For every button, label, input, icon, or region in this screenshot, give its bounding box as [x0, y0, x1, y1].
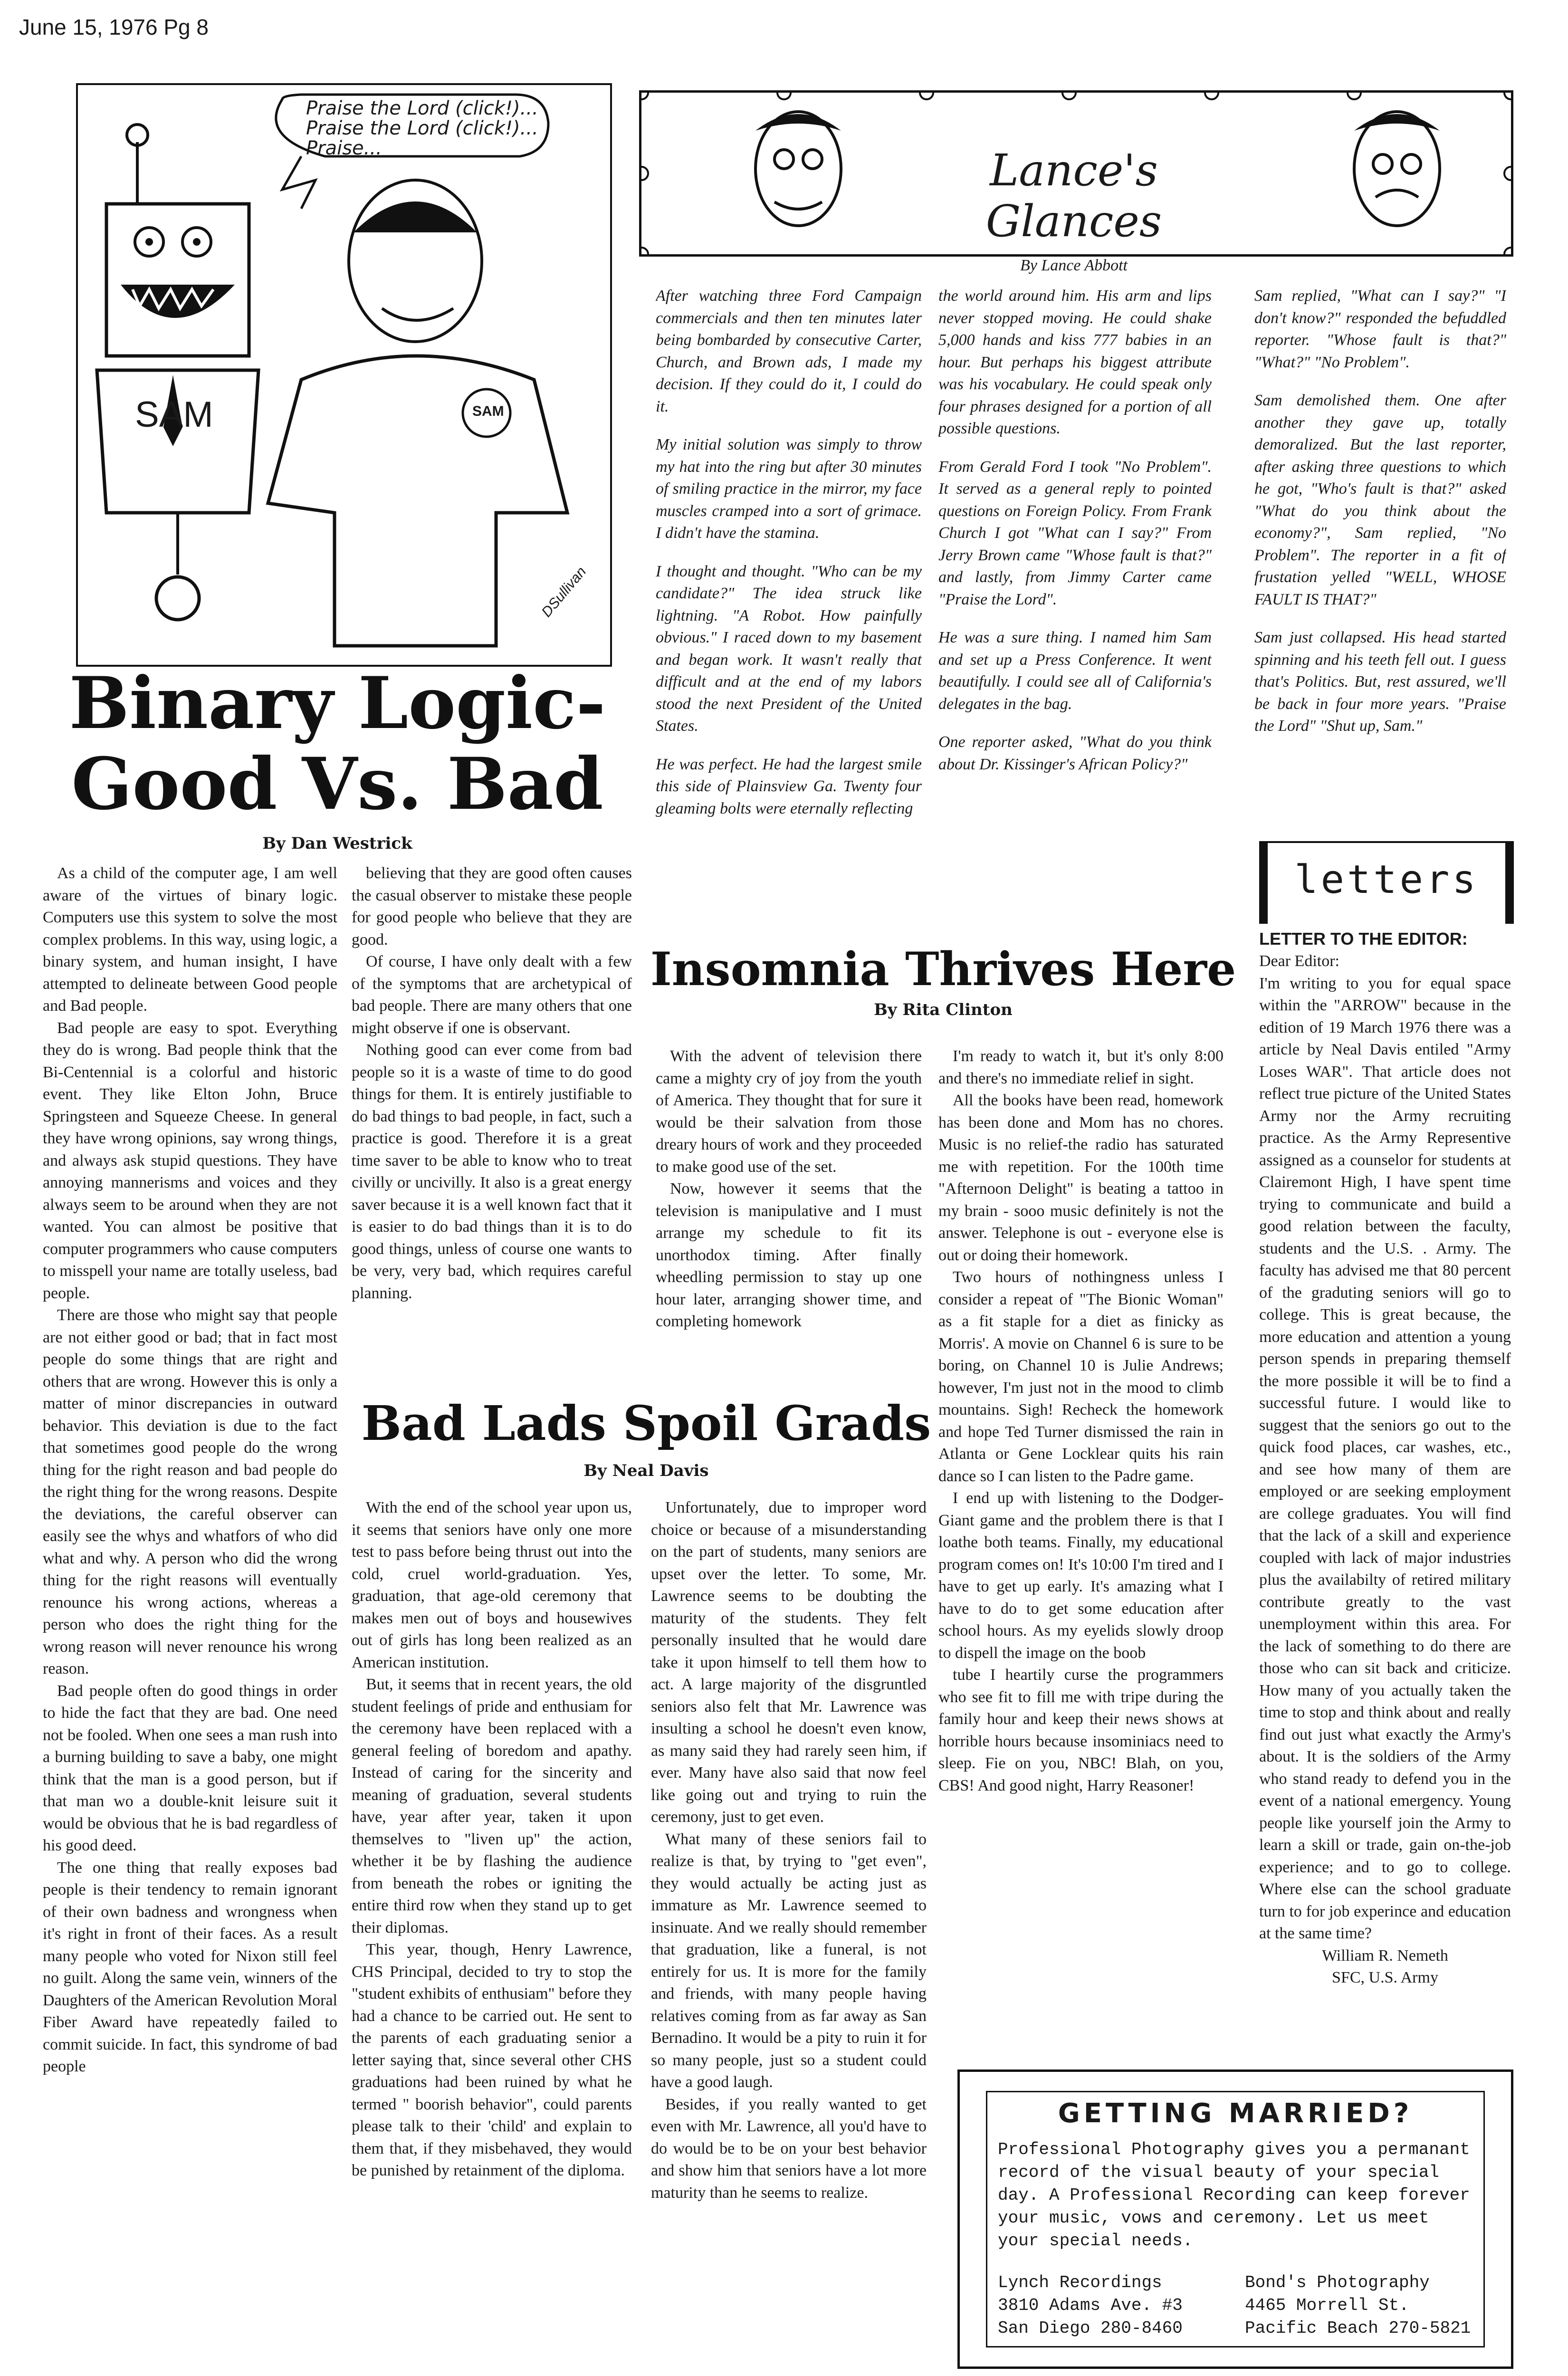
- insomnia-column-1: [656, 1045, 922, 1359]
- robot-label: SAM: [135, 394, 213, 435]
- lance-column-1: [656, 285, 922, 927]
- grads-column-2: [651, 1497, 927, 2376]
- ad-title: GETTING MARRIED?: [1058, 2098, 1413, 2129]
- paragraph: Sam replied, "What can I say?" "I don't know?" responded the befuddled reporter. "Whose fault is that?" "What?" "No Problem".: [1254, 287, 1506, 371]
- cartoon-speech: [306, 98, 538, 158]
- letter-body: I'm writing to you for equal space within the "ARROW" because in the edition of 19 March 1976 there was a article by Neal Davis entiled "Army Loses WAR". That article does not reflect true picture of the United States Army nor the Army recruiting practice. As the Army Representive assigned as a counselor for students at Clairemont High, I have spent time trying to communicate and build a good relation between the faculty, students and the U.S. . Army. The faculty has advised me that 80 percent of the graduting seniors will go to college. This is great because, the more education and attention a young person spends in preparing themself the more possible it will be to find a successful future. I would like to suggest that the seniors go out to the quick food places, car washes, etc., and see how many of them are employed or are seeking employment are college graduates. You will find that the lack of a skill and experience coupled with lack of major industries plus the availabilty of retired military contribute greatly to the vast unemployment within this area. For the lack of something to do there are those who can sit back and criticize. How many of you actually taken the time to stop and think about and really find out just what exactly the Army's about. It is the soldiers of the Army who stand ready to defend you in the event of a national emergency. Young people like yourself join the Army to learn a skill or trade, gain on-the-job experience; and to go to college. Where else can the school graduate turn to for job experince and education at the same time?: [1259, 974, 1511, 1942]
- getting-married-ad: [957, 2069, 1513, 2369]
- letter-rank: SFC, U.S. Army: [1332, 1969, 1438, 1986]
- speech-line: Praise...: [306, 137, 382, 159]
- caricature-left: [755, 112, 841, 226]
- paragraph: believing that they are good often causes the casual observer to mistake these people for good people who believe that they are good.: [352, 864, 632, 948]
- paragraph: I'm ready to watch it, but it's only 8:00 and there's no immediate relief in sight.: [938, 1047, 1224, 1087]
- paragraph: Unfortunately, due to improper word choice or because of a misunderstanding on the part of students, many seniors are upset over the letter. To some, Mr. Lawrence seems to be doubting the maturity of the students. They felt personally insulted that he would dare take it upon himself to tell them how to act. A large majority of the disgruntled seniors also felt that Mr. Lawrence was insulting a school he doesn't even know, as many said they had rarely seen him, if ever. Many have also said that now feel like going out and trying to ruin the ceremony, just to get even.: [651, 1499, 927, 1826]
- paragraph: tube I heartily curse the programmers who see fit to fill me with tripe during the family hour and keep their news shows at horrible hours because insominiacs need to sleep. Fie on you, NBC! Blah, on you, CBS! And good night, Harry Reasoner!: [938, 1666, 1224, 1794]
- paragraph: Bad people are easy to spot. Everything they do is wrong. Bad people think that the Bi-Centennial is a colorful and historic event. They like Elton John, Bruce Springsteen and Squeeze Cheese. In general they have wrong opinions, say wrong things, and always ask stupid questions. They have annoying mannerisms and voices and they always seem to be around when they are not wanted. You can almost be positive that computer programmers who cause computers to misspell your name are totally useless, bad people.: [43, 1019, 337, 1302]
- section-title-letters: letters: [1294, 857, 1479, 902]
- speech-line: Praise the Lord (click!)...: [306, 97, 538, 119]
- paragraph: Sam demolished them. One after another they gave up, totally demoralized. But the last reporter, after asking three questions to which he got, "Who's fault is that?" asked "What do you think about the economy?", Sam replied, "No Problem". The reporter in a fit of frustation yelled "WELL, WHOSE FAULT IS THAT?": [1254, 392, 1506, 608]
- paragraph: Bad people often do good things in order to hide the fact that they are bad. One need not be fooled. When one sees a man rush into a burning building to save a baby, one might think that the man is a good person, but if that man wo a double-knit leisure suit it would be obvious that he is bad regardless of his good deed.: [43, 1682, 337, 1854]
- paragraph: Two hours of nothingness unless I consider a repeat of "The Bionic Woman" as a fit staple for a diet as finicky as Morris'. A movie on Channel 6 is sure to be boring, on Channel 10 is Julie Andrews; however, I'm just not in the mood to climb mountains. Sigh! Recheck the homework and hope Ted Turner dismissed the rain in Atlanta or Gene Locklear quits his rain dance so I can listen to the Padre game.: [938, 1268, 1224, 1485]
- headline-line: Good Vs. Bad: [71, 742, 603, 826]
- lance-column-3: [1254, 285, 1506, 822]
- paragraph: Besides, if you really wanted to get even with Mr. Lawrence, all you'd have to do would be to be on your best behavior and show him that seniors have a lot more maturity than he seems to realize.: [651, 2095, 927, 2202]
- paragraph: I thought and thought. "Who can be my candidate?" The idea struck like lightning. "A Robot. How painfully obvious." I raced down to my basement and began work. It wasn't really that difficult and at the end of my labors stood the next President of the United States.: [656, 562, 922, 735]
- paragraph: What many of these seniors fail to realize is that, by trying to "get even", they would actually be acting just as immature as Mr. Lawrence seemed to insinuate. And we really should remember that graduation, like a funeral, is not entirely for us. It is more for the family and friends, with many people having relatives coming from as far away as San Bernadino. It would be a pity to ruin it for so many people, just so a student could have a good laugh.: [651, 1830, 927, 2091]
- ad-line: 3810 Adams Ave. #3: [998, 2296, 1183, 2315]
- binary-column-1: [43, 862, 337, 2376]
- paragraph: Nothing good can ever come from bad people so it is a waste of time to do good things for them. It is entirely justifiable to do bad things to bad people, in fact, such a practice is good. Therefore it is a great time saver to be able to know who to treat civilly or uncivilly. It also is a great energy saver because it is a well known fact that it is easier to do bad things than it is to do good things, unless of course one wants to be very, very bad, which requires careful planning.: [352, 1041, 632, 1302]
- letter-salutation: Dear Editor:: [1259, 952, 1339, 970]
- headline-bad-lads: Bad Lads Spoil Grads: [361, 1395, 931, 1451]
- paragraph: One reporter asked, "What do you think about Dr. Kissinger's African Policy?": [938, 733, 1212, 773]
- paragraph: But, it seems that in recent years, the old student feelings of pride and enthusiam for the ceremony have been replaced with a general feeling of boredom and apathy. Instead of caring for the sincerity and meaning of graduation, several students have, year after year, taken it upon themselves to "liven up" the action, whether it be by flashing the audience from beneath the robes or igniting the entire third row when they stand up to get their diplomas.: [352, 1676, 632, 1936]
- paragraph: The one thing that really exposes bad people is their tendency to remain ignorant of their own badness and wrongness when it's right in front of their faces. As a result many people who voted for Nixon still feel no guilt. Along the same vein, winners of the Daughters of the American Revolution Moral Fiber Award have repeatedly failed to commit suicide. In fact, this syndrome of bad people: [43, 1859, 337, 2075]
- letter-heading: LETTER TO THE EDITOR:: [1259, 929, 1468, 948]
- paragraph: As a child of the computer age, I am well aware of the virtues of binary logic. Computers use this system to solve the most complex problems. In this way, using logic, a binary system, and human insight, I have attempted to delineate between Good people and Bad people.: [43, 864, 337, 1015]
- cartoonist-signature: DSullivan: [538, 564, 590, 620]
- byline-lance: By Lance Abbott: [1020, 257, 1128, 274]
- insomnia-column-2: [938, 1045, 1224, 2067]
- paragraph: With the end of the school year upon us, it seems that seniors have only one more test to pass before being thrust out into the cold, cruel world-graduation. Yes, graduation, that age-old ceremony that makes men out of boys and housewives out of girls has long been realized as an American institution.: [352, 1499, 632, 1671]
- lance-column-2: [938, 285, 1212, 927]
- lances-glances-banner: [639, 90, 1513, 257]
- paragraph: the world around him. His arm and lips never stopped moving. He could shake 5,000 hands and kiss 777 babies in an hour. But perhaps his biggest attribute was his vocabulary. He could speak only four phrases designed for a portion of all possible questions.: [938, 287, 1212, 437]
- grads-column-1: [352, 1497, 632, 2376]
- sam-cartoon: [76, 83, 612, 667]
- paragraph: There are those who might say that people are not either good or bad; that in fact most people do some things that are right and others that are wrong. However this is only a matter of minor discrepancies in outward behavior. This deviation is due to the fact that sometimes good people do the wrong thing for the right reason and bad people do the right thing for the wrong reasons. Despite the deviations, the careful observer can easily see the whys and whatfors of who did what and why. A person who did the wrong thing for the right reasons will eventually renounce his wrong actions, whereas a person who does the right thing for the wrong reason will never renounce his wrong reason.: [43, 1306, 337, 1677]
- speech-line: Praise the Lord (click!)...: [306, 117, 538, 139]
- binary-column-2: [352, 862, 632, 1366]
- column-title-lances-glances: Lance's Glances: [985, 145, 1162, 247]
- headline-insomnia: Insomnia Thrives Here: [650, 942, 1236, 996]
- badge-label: SAM: [472, 403, 504, 419]
- byline-grads: By Neal Davis: [583, 1461, 709, 1480]
- headline-binary-logic: [43, 663, 632, 824]
- paragraph: After watching three Ford Campaign commercials and then ten minutes later being bombarded by consecutive Carter, Church, and Brown ads, I made my decision. If they could do it, I could do it.: [656, 287, 922, 415]
- ad-line: Bond's Photography: [1245, 2273, 1430, 2292]
- ad-line: 4465 Morrell St.: [1245, 2296, 1409, 2315]
- paragraph: He was a sure thing. I named him Sam and set up a Press Conference. It went beautifully. I could see all of California's delegates in the bag.: [938, 629, 1212, 713]
- paragraph: From Gerald Ford I took "No Problem". It served as a general reply to pointed questions on Foreign Policy. From Frank Church I got "What can I say?" From Jerry Brown came "Whose fault is that?" and lastly, from Jimmy Carter came "Praise the Lord".: [938, 458, 1212, 608]
- paragraph: Sam just collapsed. His head started spinning and his teeth fell out. I guess that's Politics. But, rest assured, we'll be back in four more years. "Praise the Lord" "Shut up, Sam.": [1254, 629, 1506, 735]
- ad-line: Lynch Recordings: [998, 2273, 1162, 2292]
- paragraph: He was perfect. He had the largest smile this side of Plainsview Ga. Twenty four gleaming bolts were eternally reflecting: [656, 755, 922, 817]
- ad-lynch-recordings: [998, 2271, 1183, 2340]
- headline-line: Binary Logic-: [69, 661, 606, 745]
- letters-banner: [1259, 841, 1514, 924]
- caricature-right: [1354, 112, 1440, 226]
- robot-cartoon-drawing: [78, 85, 610, 665]
- ad-line: Pacific Beach 270-5821: [1245, 2319, 1471, 2338]
- byline-insomnia: By Rita Clinton: [874, 1000, 1013, 1019]
- paragraph: All the books have been read, homework has been done and Mom has no chores. Music is no relief-the radio has saturated me with repetition. For the 100th time "Afternoon Delight" is beating a tattoo in my brain - sooo music definitely is not the answer. Telephone is out - everyone else is out or doing their homework.: [938, 1092, 1224, 1264]
- letter-signature: William R. Nemeth: [1322, 1946, 1448, 1964]
- paragraph: I end up with listening to the Dodger-Giant game and the problem there is that I loathe both teams. Finally, my educational program comes on! It's 10:00 I'm tired and I have to get up early. It's amazing what I have to do to get some education after school hours. As my eyelids slowly droop to dispell the image on the boob: [938, 1489, 1224, 1662]
- ad-line: San Diego 280-8460: [998, 2319, 1183, 2338]
- paragraph: Of course, I have only dealt with a few of the symptoms that are archetypical of bad people. There are many others that one might observe if one is observant.: [352, 953, 632, 1037]
- paragraph: My initial solution was simply to throw my hat into the ring but after 30 minutes of smiling practice in the mirror, my face muscles cramped into a sort of grimace. I didn't have the stamina.: [656, 436, 922, 542]
- ad-body: Professional Photography gives you a permanant record of the visual beauty of your special day. A Professional Recording can keep forever your music, vows and ceremony. Let us meet your special needs.: [998, 2140, 1470, 2251]
- paragraph: With the advent of television there came a mighty cry of joy from the youth of America. They thought that for sure it would be their salvation from those dreary hours of work and they proceeded to make good use of the set.: [656, 1047, 922, 1176]
- ad-bonds-photography: [1245, 2271, 1471, 2340]
- paragraph: This year, though, Henry Lawrence, CHS Principal, decided to try to stop the "student exhibits of enthusiam" before they had a chance to be carried out. He sent to the parents of each graduating senior a letter saying that, since several other CHS graduations had been ruined by what he termed " boorish behavior", could parents please talk to their 'child' and explain to them that, if they misbehaved, they would be punished by retainment of the diploma.: [352, 1941, 632, 2179]
- byline-binary: By Dan Westrick: [262, 834, 412, 853]
- paragraph: Now, however it seems that the television is manipulative and I must arrange my schedule to fit its unorthodox timing. After finally wheedling permission to stay up one hour later, arranging shower time, and completing homework: [656, 1180, 922, 1330]
- page-header: June 15, 1976 Pg 8: [19, 15, 209, 39]
- letter-column: [1259, 950, 1511, 2034]
